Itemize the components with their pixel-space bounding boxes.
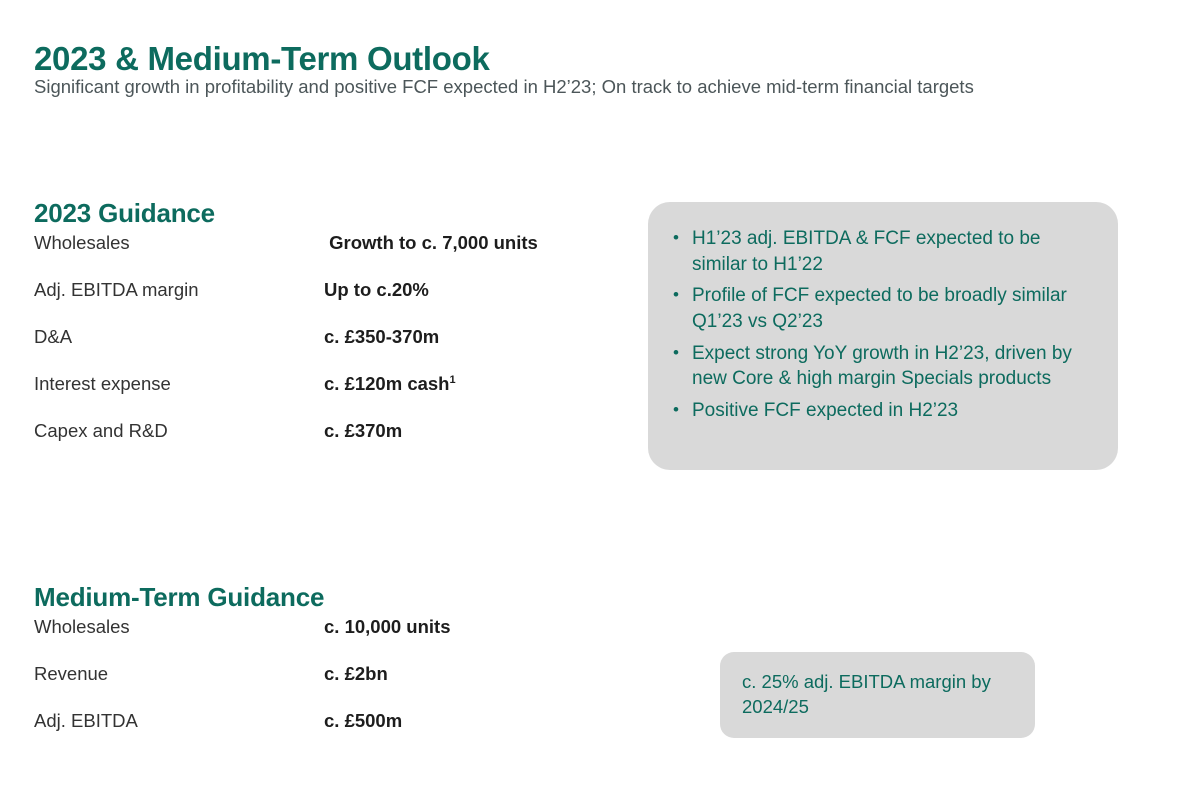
table-row xyxy=(34,326,634,373)
bullet-icon: • xyxy=(673,342,679,362)
metric-value xyxy=(324,373,456,395)
outlook-bullet-list xyxy=(670,226,1096,423)
metrics-table-2023-guidance xyxy=(34,232,634,467)
metric-value: Up to c.20% xyxy=(324,279,429,300)
list-item xyxy=(670,283,1096,334)
list-item xyxy=(670,398,1096,424)
outlook-callout-box xyxy=(648,202,1118,470)
table-row xyxy=(34,232,634,279)
medium-term-callout-box xyxy=(720,652,1035,738)
metric-value: Growth to c. 7,000 units xyxy=(324,232,538,253)
list-item xyxy=(670,341,1096,392)
metric-value: c. 10,000 units xyxy=(324,616,451,637)
metric-label: Adj. EBITDA margin xyxy=(34,279,199,300)
metric-label: Capex and R&D xyxy=(34,420,168,441)
metric-value: c. £370m xyxy=(324,420,403,441)
bullet-icon: • xyxy=(673,228,679,247)
medium-term-callout-text: c. 25% adj. EBITDA margin by 2024/25 xyxy=(742,671,991,717)
page-title: 2023 & Medium-Term Outlook xyxy=(34,40,490,78)
list-item-label: Profile of FCF expected to be broadly similar Q1’23 vs Q2’23 xyxy=(692,285,1067,332)
metric-label: Adj. EBITDA xyxy=(34,710,138,731)
table-row xyxy=(34,420,634,467)
bullet-icon: • xyxy=(673,399,679,419)
metrics-table-medium-term xyxy=(34,616,634,757)
footnote-marker: 1 xyxy=(449,373,456,386)
list-item-label: H1’23 adj. EBITDA & FCF expected to be similar to H1’22 xyxy=(692,228,1041,275)
metric-label: Interest expense xyxy=(34,373,171,394)
table-row xyxy=(34,279,634,326)
metric-label: Wholesales xyxy=(34,232,130,253)
table-row xyxy=(34,616,634,663)
metric-label: Revenue xyxy=(34,663,109,684)
metric-label: D&A xyxy=(34,326,73,347)
table-row xyxy=(34,663,634,710)
metric-value: c. £2bn xyxy=(324,663,388,684)
bullet-icon: • xyxy=(673,285,679,305)
list-item-label: Expect strong YoY growth in H2’23, driven by new Core & high margin Specials products xyxy=(692,342,1072,390)
list-item xyxy=(670,226,1096,277)
metric-label: Wholesales xyxy=(34,616,130,637)
metric-value-text: c. £120m cash xyxy=(324,373,450,394)
metric-value: c. £350-370m xyxy=(324,326,440,347)
table-row xyxy=(34,710,634,757)
page-subtitle: Significant growth in profitability and positive FCF expected in H2’23; On track to achieve mid-term financial targets xyxy=(34,76,974,97)
section-heading-2023-guidance: 2023 Guidance xyxy=(34,197,215,228)
table-row xyxy=(34,373,634,420)
section-heading-medium-term-guidance: Medium-Term Guidance xyxy=(34,581,325,612)
metric-value: c. £500m xyxy=(324,710,403,731)
list-item-label: Positive FCF expected in H2’23 xyxy=(692,399,959,421)
